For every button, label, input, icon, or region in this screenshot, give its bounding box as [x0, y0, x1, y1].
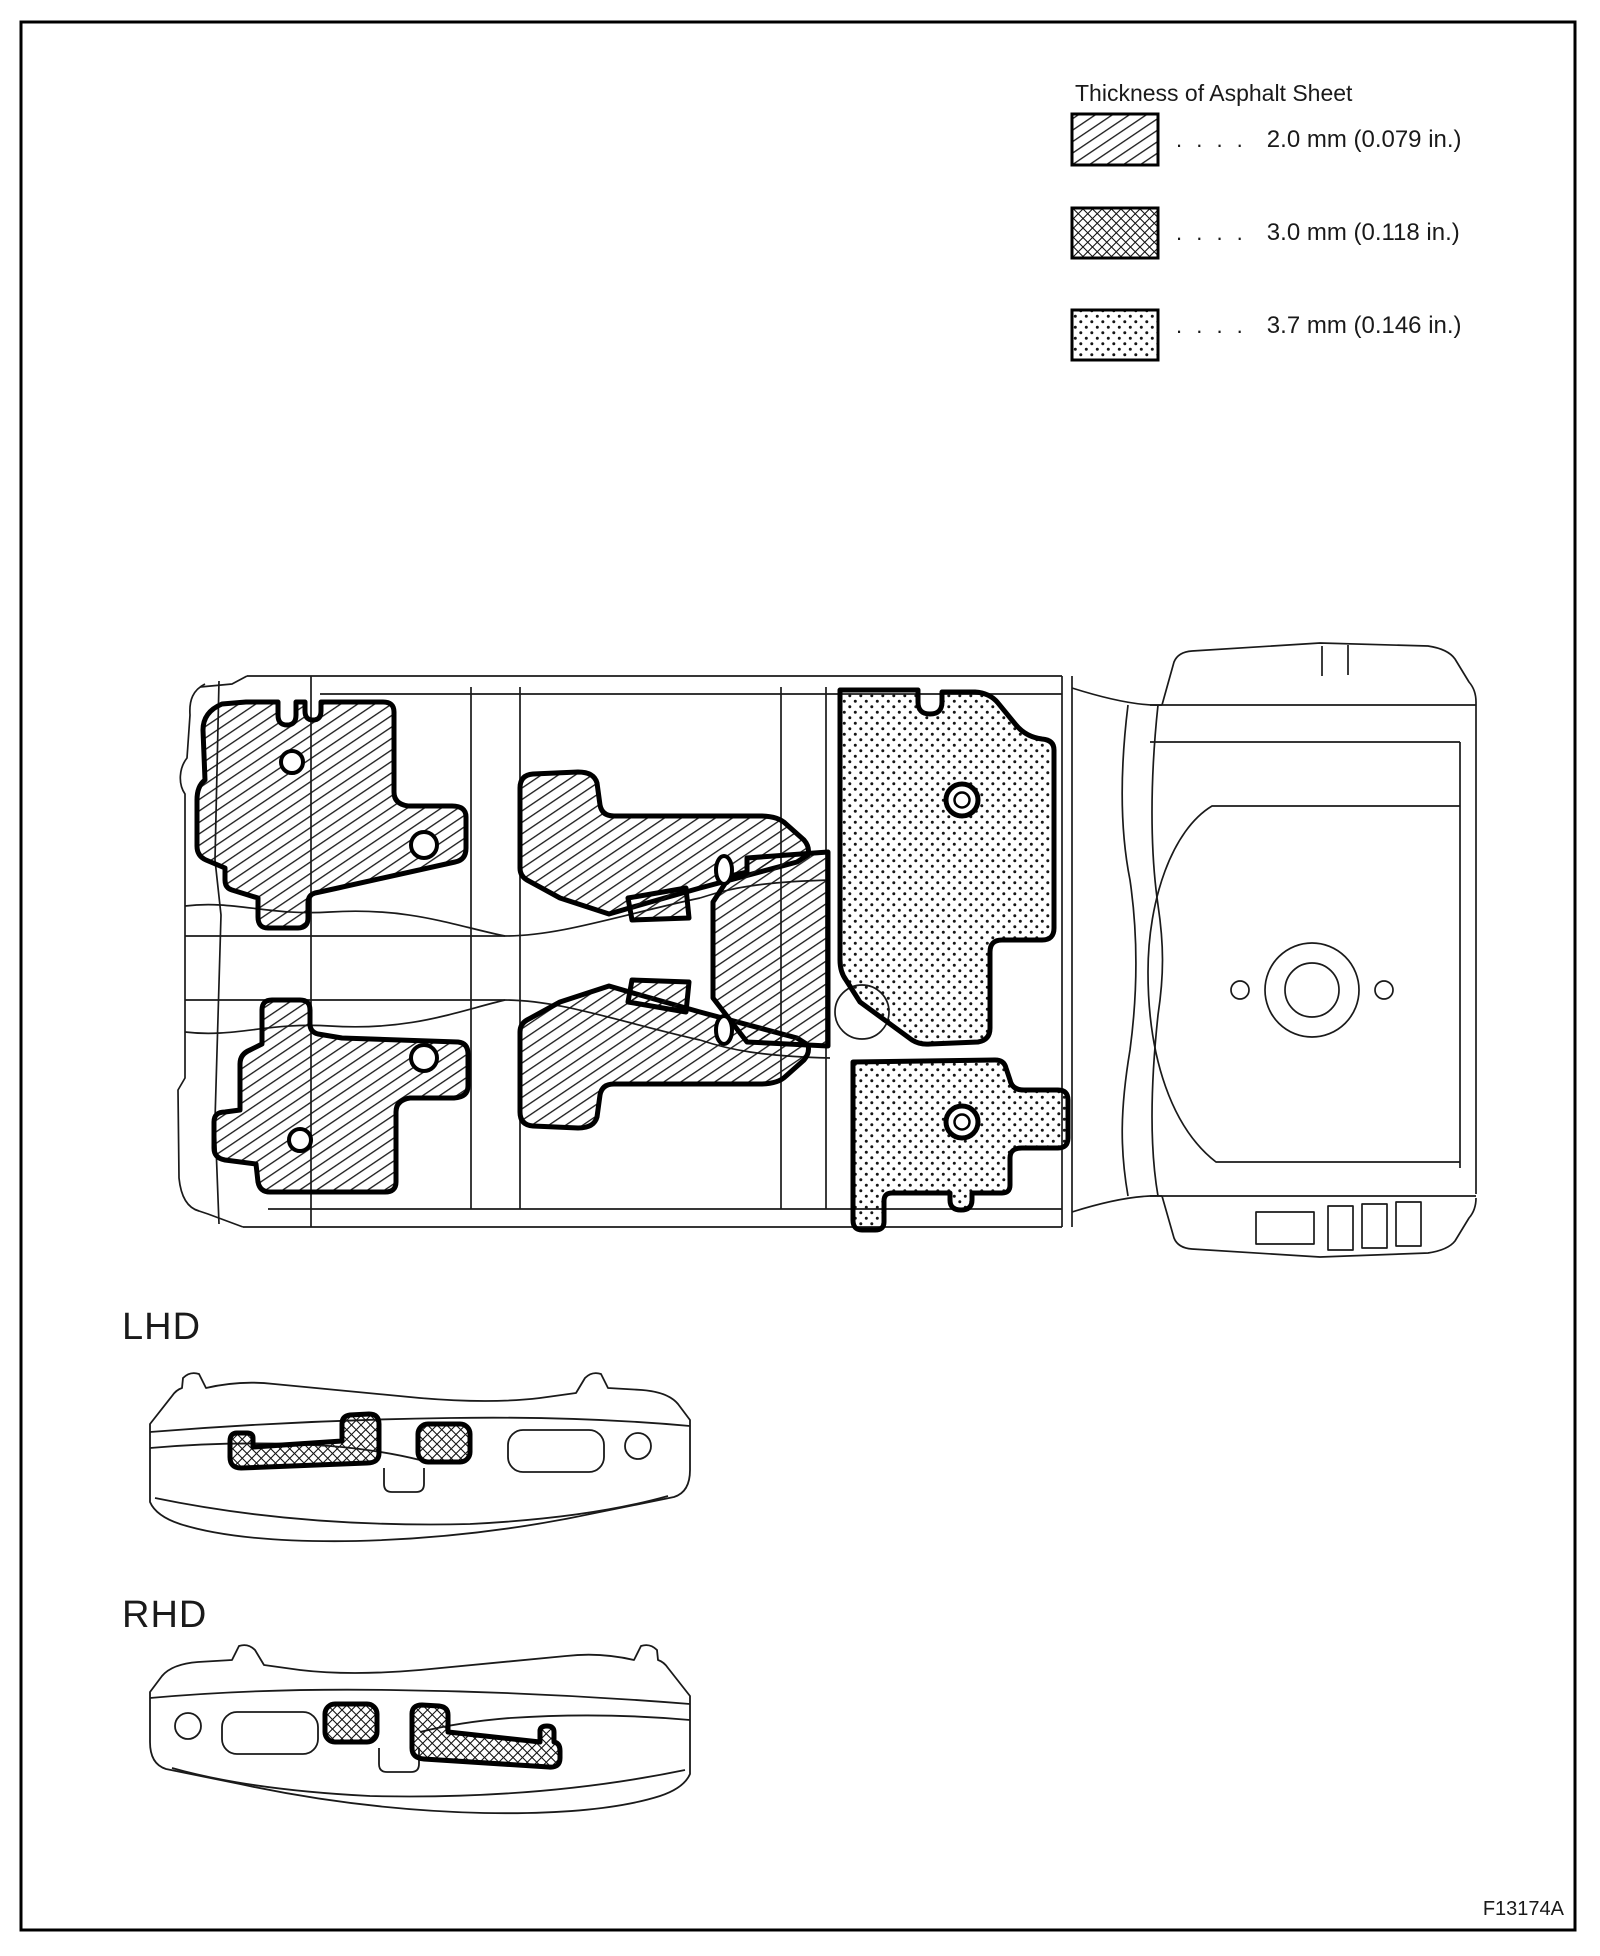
rhd-panel-hole [175, 1713, 201, 1739]
rhd-panel-slot [222, 1712, 318, 1754]
figure-code: F13174A [1482, 1898, 1564, 1920]
lhd-center-bracket [384, 1468, 424, 1492]
lhd-section-drawing [150, 1373, 690, 1541]
legend-title: Thickness of Asphalt Sheet [1075, 80, 1353, 106]
legend-swatches [1072, 114, 1158, 360]
spare-tire-well-outer-circle [1265, 943, 1359, 1037]
asphalt-patch-rear-stipple-lower [853, 1060, 1068, 1230]
asphalt-patch-rear-stipple-upper [840, 690, 1054, 1044]
legend-leader-dots: . . . . [1176, 220, 1247, 245]
spare-tire-well-inner-circle [1285, 963, 1339, 1017]
lhd-panel-slot [508, 1430, 604, 1472]
legend-item-label: 2.0 mm (0.079 in.) [1266, 126, 1462, 153]
legend-item-3.0mm [1176, 219, 1460, 247]
asphalt-patch-front-left-upper [197, 702, 466, 928]
legend-swatch-2.0mm [1072, 114, 1158, 165]
legend-item-label: 3.0 mm (0.118 in.) [1266, 219, 1460, 246]
lhd-panel-hole [625, 1433, 651, 1459]
rhd-asphalt-patch-long [412, 1705, 560, 1767]
legend-item-3.7mm [1176, 312, 1462, 340]
legend-swatch-3.0mm [1072, 208, 1158, 258]
legend-item-2.0mm [1176, 126, 1462, 154]
lhd-section-label: LHD [122, 1306, 202, 1348]
legend-item-label: 3.7 mm (0.146 in.) [1266, 312, 1462, 339]
legend-swatch-3.7mm [1072, 310, 1158, 360]
legend-leader-dots: . . . . [1176, 313, 1247, 338]
legend-leader-dots: . . . . [1176, 127, 1247, 152]
rhd-section-label: RHD [122, 1594, 208, 1636]
asphalt-patch-front-left-lower [214, 1000, 468, 1192]
floor-pan-top-view [178, 643, 1476, 1257]
rhd-section-drawing [150, 1645, 690, 1813]
lhd-asphalt-patch-small [418, 1424, 470, 1462]
rhd-asphalt-patch-small [325, 1704, 377, 1742]
